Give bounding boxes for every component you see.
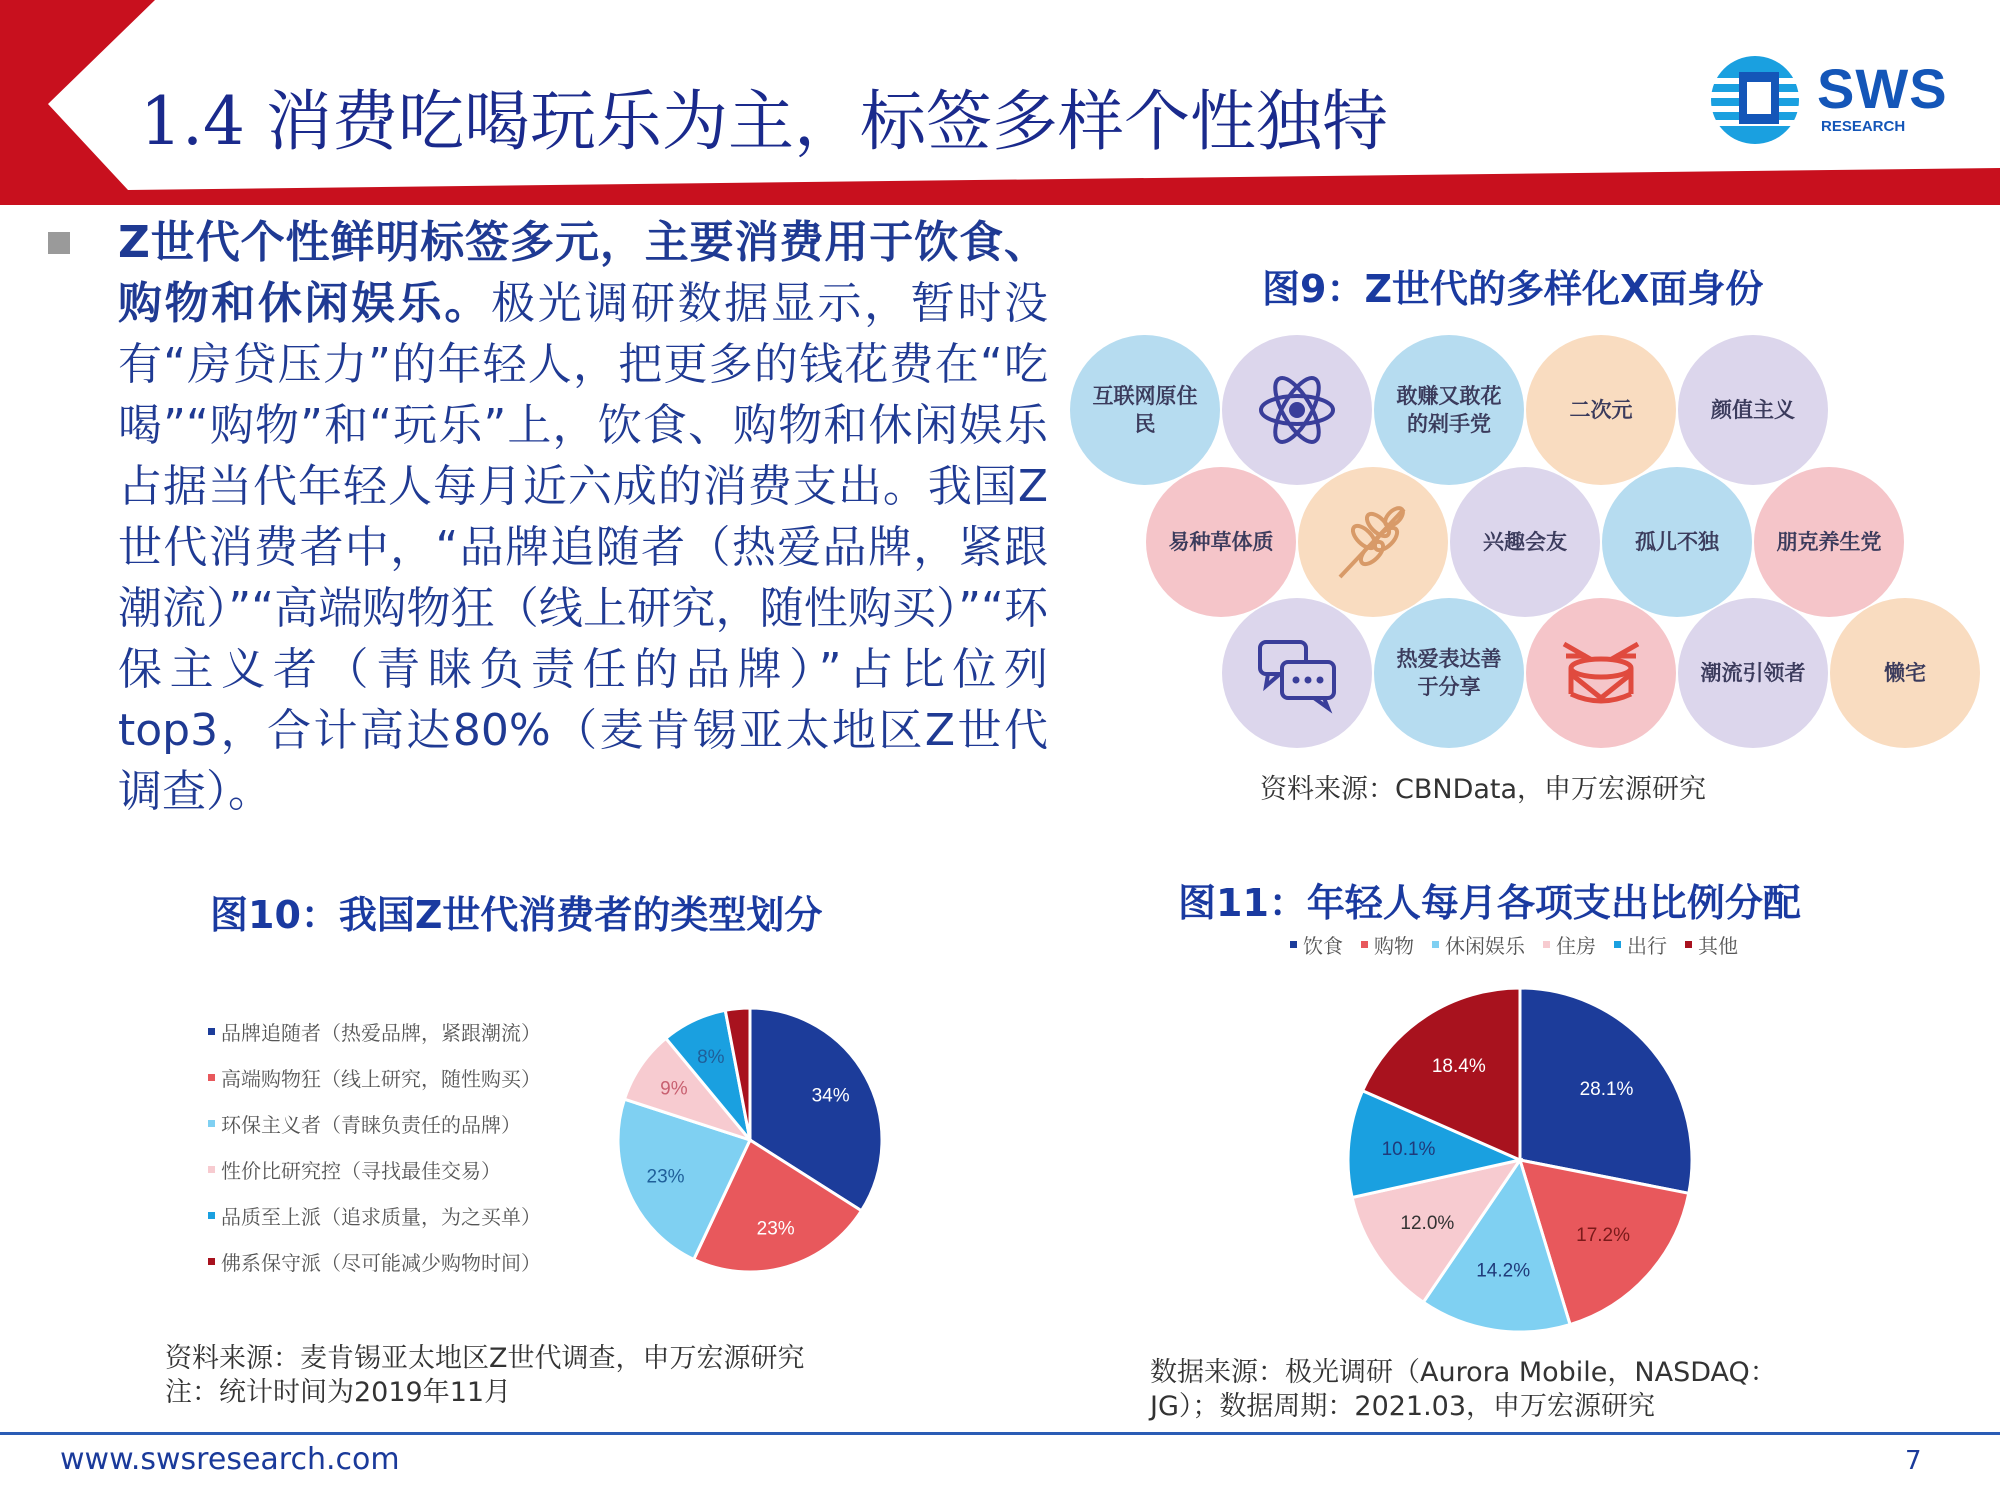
pie-slice-label: 18.4% <box>1431 1056 1486 1078</box>
identity-bubble <box>1678 598 1828 748</box>
legend-swatch <box>1290 941 1297 948</box>
pie-slice-label: 28.1% <box>1579 1078 1634 1100</box>
fig11-pie-chart <box>1345 985 1695 1335</box>
legend-label: 佛系保守派（尽可能减少购物时间） <box>221 1250 541 1275</box>
identity-bubble <box>1602 467 1752 617</box>
fig9-source: 资料来源：CBNData，申万宏源研究 <box>1260 774 1707 805</box>
page-title: 1.4 消费吃喝玩乐为主，标签多样个性独特 <box>140 83 1388 160</box>
bubble-label: 二次元 <box>1569 398 1633 422</box>
legend-swatch <box>1685 941 1692 948</box>
bubble-label: 兴趣会友 <box>1483 530 1567 554</box>
bubble-label: 潮流引领者 <box>1700 661 1806 685</box>
bubble-label: 敢赚又敢花的剁手党 <box>1396 384 1502 436</box>
body-normal-text: 极光调研数据显示，暂时没有“房贷压力”的年轻人，把更多的钱花费在“吃喝”“购物”和“玩乐”上，饮食、购物和休闲娱乐占据当代年轻人每月近六成的消费支出。我国Z世代消费者中，“品牌追随者（热爱品牌，紧跟潮流）”“高端购物狂（线上研究，随性购买）”“环保主义者（青睐负责任的品牌）”占比位列top3，合计高达80%（麦肯锡亚太地区Z世代调查）。 <box>118 278 1049 817</box>
fig10-source: 资料来源：麦肯锡亚太地区Z世代调查，申万宏源研究 <box>165 1343 805 1374</box>
atom-icon <box>1252 365 1342 455</box>
body-bold-text: Z世代个性鲜明标签多元，主要消费用于饮食、购物和休闲娱乐。 <box>118 217 1048 329</box>
footer-url: www.swsresearch.com <box>60 1442 400 1477</box>
legend-item <box>1361 930 1414 959</box>
legend-label: 饮食 <box>1303 934 1343 958</box>
legend-swatch <box>208 1166 215 1173</box>
body-paragraph <box>118 212 1048 822</box>
legend-swatch <box>208 1258 215 1265</box>
legend-label: 住房 <box>1556 934 1596 958</box>
legend-swatch <box>1361 941 1368 948</box>
pie-slice-label: 23% <box>646 1166 685 1188</box>
legend-label: 出行 <box>1627 934 1667 958</box>
globe-logo-icon <box>1705 50 1805 150</box>
identity-bubble <box>1450 467 1600 617</box>
bubble-label: 颜值主义 <box>1711 398 1795 422</box>
bubble-atom-icon <box>1222 335 1372 485</box>
pie-slice-label: 14.2% <box>1476 1260 1531 1282</box>
legend-label: 高端购物狂（线上研究，随性购买） <box>221 1066 541 1091</box>
legend-label: 其他 <box>1698 934 1738 958</box>
legend-swatch <box>1432 941 1439 948</box>
identity-bubble <box>1070 335 1220 485</box>
identity-bubble <box>1526 335 1676 485</box>
identity-bubble <box>1374 335 1524 485</box>
bullet-square <box>48 232 70 254</box>
pie-slice-label: 12.0% <box>1400 1212 1455 1234</box>
legend-item <box>1432 930 1525 959</box>
bubble-label: 热爱表达善于分享 <box>1396 647 1502 699</box>
bubble-label: 易种草体质 <box>1168 530 1274 554</box>
legend-item <box>208 1146 541 1192</box>
logo-subtext: RESEARCH <box>1821 118 1906 135</box>
fig10-legend <box>208 1008 541 1284</box>
fig10-title: 图10：我国Z世代消费者的类型划分 <box>210 893 823 937</box>
legend-swatch <box>208 1212 215 1219</box>
drum-icon <box>1556 628 1646 718</box>
legend-label: 休闲娱乐 <box>1445 934 1525 958</box>
legend-label: 环保主义者（青睐负责任的品牌） <box>221 1112 521 1137</box>
logo-text: SWS <box>1817 57 1948 120</box>
identity-bubble <box>1374 598 1524 748</box>
legend-swatch <box>208 1074 215 1081</box>
fig11-source-line2: JG）；数据周期：2021.03，申万宏源研究 <box>1150 1391 1656 1422</box>
bubble-label: 互联网原住民 <box>1092 384 1198 436</box>
fig11-title: 图11：年轻人每月各项支出比例分配 <box>1178 881 1801 925</box>
legend-item <box>1290 930 1343 959</box>
legend-label: 品牌追随者（热爱品牌，紧跟潮流） <box>221 1020 541 1045</box>
legend-label: 品质至上派（追求质量，为之买单） <box>221 1204 541 1229</box>
bubble-wheat-icon <box>1298 467 1448 617</box>
identity-bubble <box>1830 598 1980 748</box>
pie-slice-label: 23% <box>756 1218 795 1240</box>
identity-bubble <box>1678 335 1828 485</box>
legend-item <box>1685 930 1738 959</box>
legend-swatch <box>208 1028 215 1035</box>
fig10-note: 注：统计时间为2019年11月 <box>165 1377 512 1408</box>
legend-label: 性价比研究控（寻找最佳交易） <box>221 1158 501 1183</box>
pie-slice-label: 17.2% <box>1576 1225 1631 1247</box>
bubble-label: 孤儿不独 <box>1635 530 1719 554</box>
identity-bubble <box>1754 467 1904 617</box>
fig10-pie-chart <box>600 990 900 1290</box>
legend-swatch <box>208 1120 215 1127</box>
chat-icon <box>1252 628 1342 718</box>
bubble-label: 朋克养生党 <box>1776 530 1882 554</box>
fig11-source-line1: 数据来源：极光调研（Aurora Mobile，NASDAQ： <box>1150 1357 1777 1388</box>
bubble-drum-icon <box>1526 598 1676 748</box>
pie-slice-label: 34% <box>811 1085 850 1107</box>
bubble-chat-icon <box>1222 598 1372 748</box>
legend-item <box>208 1192 541 1238</box>
legend-label: 购物 <box>1374 934 1414 958</box>
sws-logo <box>1705 50 1965 150</box>
fig9-title: 图9：Z世代的多样化X面身份 <box>1262 267 1764 311</box>
footer-divider <box>0 1432 2000 1435</box>
legend-item <box>208 1008 541 1054</box>
pie-slice-label: 8% <box>697 1046 725 1068</box>
wheat-icon <box>1328 497 1418 587</box>
fig11-legend <box>1290 930 1738 959</box>
legend-swatch <box>1614 941 1621 948</box>
page-number: 7 <box>1905 1446 1922 1476</box>
legend-item <box>208 1100 541 1146</box>
legend-item <box>208 1238 541 1284</box>
legend-item <box>1614 930 1667 959</box>
legend-swatch <box>1543 941 1550 948</box>
legend-item <box>1543 930 1596 959</box>
pie-slice-label: 10.1% <box>1381 1139 1436 1161</box>
bubble-label: 懒宅 <box>1884 661 1926 685</box>
pie-slice-label: 9% <box>660 1078 688 1100</box>
legend-item <box>208 1054 541 1100</box>
identity-bubble <box>1146 467 1296 617</box>
